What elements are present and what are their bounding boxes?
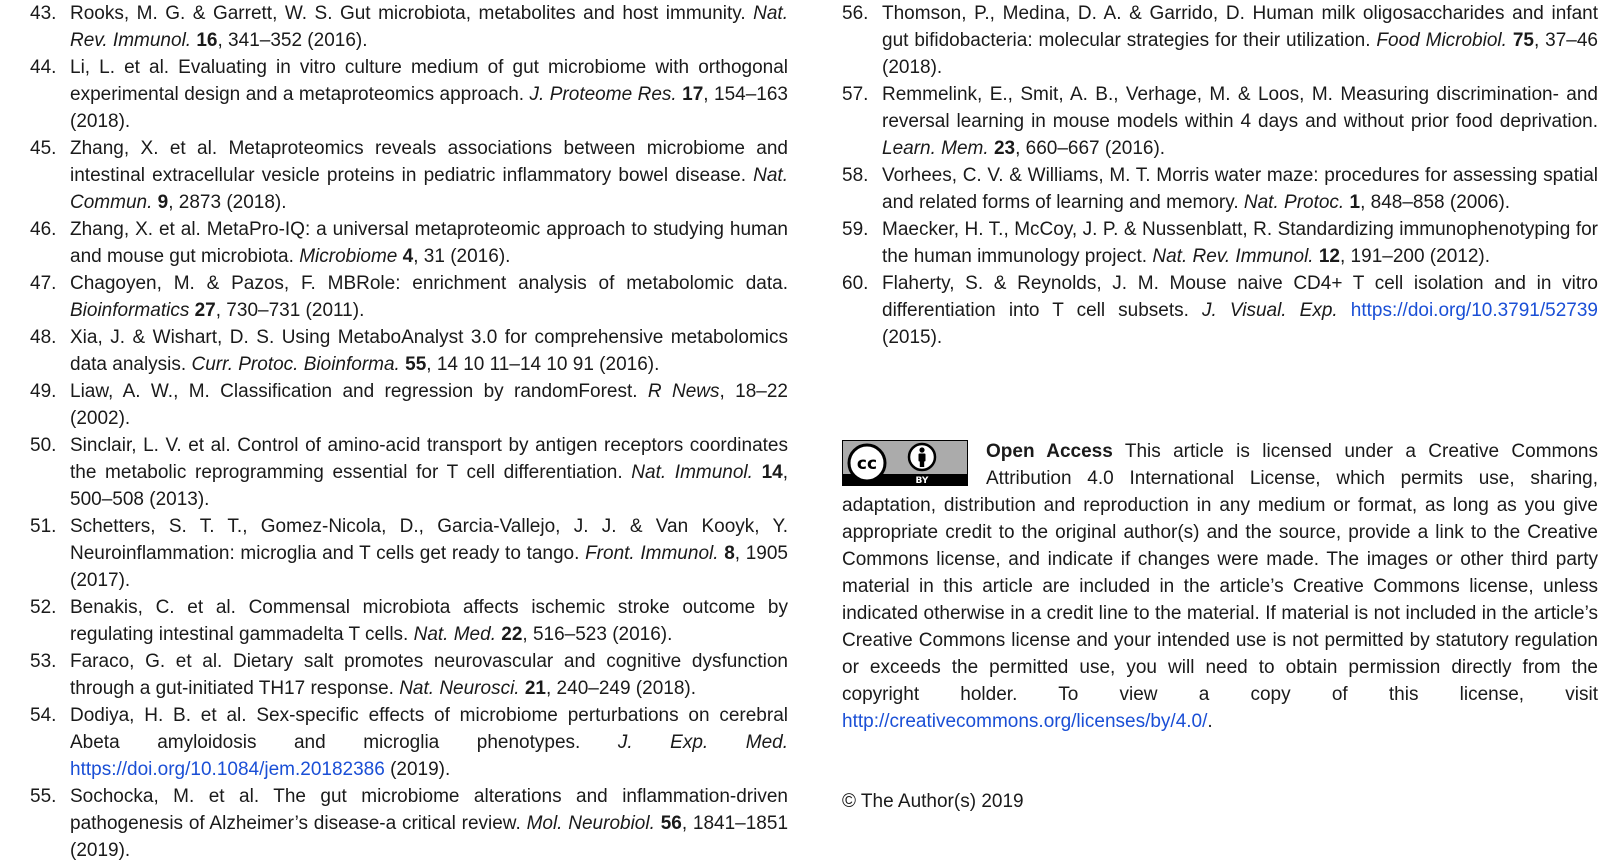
reference-text: Sinclair, L. V. et al. Control of amino-acid transport by antigen receptors coordinates the metabolic reprogramming essential for T cell differentiation.	[70, 435, 788, 483]
journal-name: Nat. Commun.	[70, 165, 788, 213]
reference-number: 54.	[30, 705, 57, 726]
reference-number: 60.	[842, 273, 869, 294]
creative-commons-by-icon[interactable]	[842, 440, 968, 486]
reference-text: , 191–200 (2012).	[1340, 246, 1491, 267]
journal-name: J. Exp. Med.	[617, 732, 788, 753]
references-right-column	[842, 0, 1598, 351]
journal-name: Nat. Med.	[413, 624, 496, 645]
reference-text: Vorhees, C. V. & Williams, M. T. Morris water maze: procedures for assessing spatial and related forms of learning and memory.	[882, 165, 1598, 213]
reference-text: , 14 10 11–14 10 91 (2016).	[426, 354, 660, 375]
reference-text: , 660–667 (2016).	[1015, 138, 1166, 159]
reference-item	[30, 324, 788, 378]
reference-item	[842, 0, 1598, 81]
reference-item	[30, 216, 788, 270]
volume-number: 75	[1512, 30, 1534, 51]
reference-number: 48.	[30, 327, 57, 348]
reference-text: , 154–163 (2018).	[70, 84, 788, 132]
reference-number: 50.	[30, 435, 57, 456]
reference-number: 44.	[30, 57, 57, 78]
journal-name: Microbiome	[299, 246, 398, 267]
reference-number: 58.	[842, 165, 869, 186]
copyright-notice: © The Author(s) 2019	[842, 791, 1024, 812]
journal-name: J. Proteome Res.	[529, 84, 677, 105]
volume-number: 17	[682, 84, 704, 105]
volume-number: 4	[402, 246, 414, 267]
journal-name: Mol. Neurobiol.	[526, 813, 655, 834]
reference-number: 59.	[842, 219, 869, 240]
reference-item	[842, 162, 1598, 216]
reference-item	[30, 54, 788, 135]
license-link[interactable]: http://creativecommons.org/licenses/by/4.0/	[842, 711, 1208, 732]
by-badge-label: BY	[915, 476, 929, 486]
volume-number: 8	[724, 543, 735, 564]
reference-item	[30, 432, 788, 513]
reference-text: , 1841–1851 (2019).	[70, 813, 789, 861]
reference-text: (2019).	[384, 759, 451, 780]
journal-name: Nat. Rev. Immunol.	[1152, 246, 1314, 267]
open-access-end: .	[1207, 711, 1213, 732]
reference-text: Zhang, X. et al. Metaproteomics reveals associations between microbiome and intestinal extracellular vesicle proteins in pediatric inflammatory bowel disease.	[70, 138, 788, 186]
journal-name: Nat. Rev. Immunol.	[70, 3, 788, 51]
reference-text: , 1905 (2017).	[70, 543, 789, 591]
reference-number: 43.	[30, 3, 57, 24]
reference-item	[30, 270, 788, 324]
volume-number: 22	[501, 624, 523, 645]
reference-text: , 18–22 (2002).	[70, 381, 788, 429]
volume-number: 55	[405, 354, 427, 375]
reference-text: , 341–352 (2016).	[217, 30, 368, 51]
reference-text: , 240–249 (2018).	[546, 678, 697, 699]
reference-text: (2015).	[882, 327, 943, 348]
journal-name: J. Visual. Exp.	[1202, 300, 1338, 321]
reference-text: Faraco, G. et al. Dietary salt promotes neurovascular and cognitive dysfunction through a gut-initiated TH17 response.	[70, 651, 788, 699]
reference-text: Chagoyen, M. & Pazos, F. MBRole: enrichment analysis of metabolomic data.	[70, 273, 788, 294]
journal-name: Front. Immunol.	[585, 543, 719, 564]
reference-text: , 516–523 (2016).	[522, 624, 673, 645]
reference-item	[30, 0, 788, 54]
volume-number: 27	[194, 300, 216, 321]
journal-name: Food Microbiol.	[1376, 30, 1507, 51]
reference-number: 47.	[30, 273, 57, 294]
reference-item	[842, 81, 1598, 162]
reference-text: Flaherty, S. & Reynolds, J. M. Mouse naive CD4+ T cell isolation and in vitro differentiation into T cell subsets.	[882, 273, 1598, 321]
reference-text: , 2873 (2018).	[168, 192, 287, 213]
reference-number: 49.	[30, 381, 57, 402]
journal-name: Learn. Mem.	[882, 138, 989, 159]
open-access-title: Open Access	[986, 441, 1113, 462]
reference-text	[753, 462, 762, 483]
reference-number: 55.	[30, 786, 57, 807]
reference-text: Sochocka, M. et al. The gut microbiome alterations and inflammation-driven pathogenesis of Alzheimer’s disease-a critical review.	[70, 786, 788, 834]
reference-number: 57.	[842, 84, 869, 105]
reference-item	[30, 135, 788, 216]
reference-text: , 37–46 (2018).	[882, 30, 1598, 78]
doi-link[interactable]: https://doi.org/10.1084/jem.20182386	[70, 759, 385, 780]
open-access-body: This article is licensed under a Creative Commons Attribution 4.0 International License, which permits use, sharing, adaptation, distribution and reproduction in any medium or format, as long as you give appropriate credit to the original author(s) and the source, provide a link to the Creative Commons license, and indicate if changes were made. The images or other third party material in this article are included in the article’s Creative Commons license, unless indicated otherwise in a credit line to the material. If material is not included in the article’s Creative Commons license and your intended use is not permitted by statutory regulation or exceeds the permitted use, you will need to obtain permission directly from the copyright holder. To view a copy of this license, visit	[842, 441, 1598, 705]
reference-item	[30, 648, 788, 702]
journal-name: Curr. Protoc. Bioinforma.	[191, 354, 400, 375]
journal-name: Nat. Immunol.	[631, 462, 753, 483]
volume-number: 56	[660, 813, 682, 834]
reference-number: 45.	[30, 138, 57, 159]
reference-item	[30, 702, 788, 783]
reference-text: Remmelink, E., Smit, A. B., Verhage, M. & Loos, M. Measuring discrimination- and reversal learning in mouse models within 4 days and without prior food deprivation.	[882, 84, 1598, 132]
reference-text: Thomson, P., Medina, D. A. & Garrido, D. Human milk oligosaccharides and infant gut bifidobacteria: molecular strategies for their utilization.	[882, 3, 1598, 51]
volume-number: 16	[196, 30, 218, 51]
cc-badge-label: cc	[856, 454, 878, 474]
reference-text: Schetters, S. T. T., Gomez-Nicola, D., Garcia-Vallejo, J. J. & Van Kooyk, Y. Neuroinflammation: microglia and T cells get ready to tango.	[70, 516, 788, 564]
volume-number: 23	[993, 138, 1016, 159]
reference-number: 53.	[30, 651, 57, 672]
reference-number: 46.	[30, 219, 57, 240]
reference-text: Dodiya, H. B. et al. Sex-specific effects of microbiome perturbations on cerebral Abeta amyloidosis and microglia phenotypes.	[70, 705, 788, 753]
reference-text	[1338, 300, 1351, 321]
open-access-notice	[842, 438, 1598, 735]
journal-name: R News	[647, 381, 720, 402]
reference-number: 52.	[30, 597, 57, 618]
reference-text: Rooks, M. G. & Garrett, W. S. Gut microbiota, metabolites and host immunity.	[70, 3, 754, 24]
reference-text: , 848–858 (2006).	[1360, 192, 1511, 213]
reference-text: Maecker, H. T., McCoy, J. P. & Nussenblatt, R. Standardizing immunophenotyping for the human immunology project.	[882, 219, 1598, 267]
doi-link[interactable]: https://doi.org/10.3791/52739	[1350, 300, 1598, 321]
reference-text: , 500–508 (2013).	[70, 462, 788, 510]
volume-number: 1	[1349, 192, 1361, 213]
reference-text: Benakis, C. et al. Commensal microbiota affects ischemic stroke outcome by regulating intestinal gammadelta T cells.	[70, 597, 788, 645]
reference-text: Liaw, A. W., M. Classification and regression by randomForest.	[70, 381, 648, 402]
reference-text: Xia, J. & Wishart, D. S. Using MetaboAnalyst 3.0 for comprehensive metabolomics data analysis.	[70, 327, 788, 375]
reference-number: 56.	[842, 3, 869, 24]
reference-text: , 730–731 (2011).	[215, 300, 365, 321]
reference-item	[842, 216, 1598, 270]
reference-text: Zhang, X. et al. MetaPro-IQ: a universal metaproteomic approach to studying human and mouse gut microbiota.	[70, 219, 788, 267]
reference-item	[30, 783, 788, 864]
reference-number: 51.	[30, 516, 57, 537]
volume-number: 9	[157, 192, 169, 213]
volume-number: 14	[761, 462, 783, 483]
reference-item	[30, 378, 788, 432]
reference-text: , 31 (2016).	[413, 246, 511, 267]
journal-name: Bioinformatics	[70, 300, 190, 321]
journal-name: Nat. Neurosci.	[399, 678, 520, 699]
reference-item	[30, 594, 788, 648]
reference-item	[30, 513, 788, 594]
volume-number: 12	[1318, 246, 1340, 267]
volume-number: 21	[524, 678, 546, 699]
journal-name: Nat. Protoc.	[1243, 192, 1345, 213]
references-left-column	[30, 0, 788, 864]
reference-item	[842, 270, 1598, 351]
reference-text: Li, L. et al. Evaluating in vitro culture medium of gut microbiome with orthogonal experimental design and a metaproteomics approach.	[70, 57, 788, 105]
